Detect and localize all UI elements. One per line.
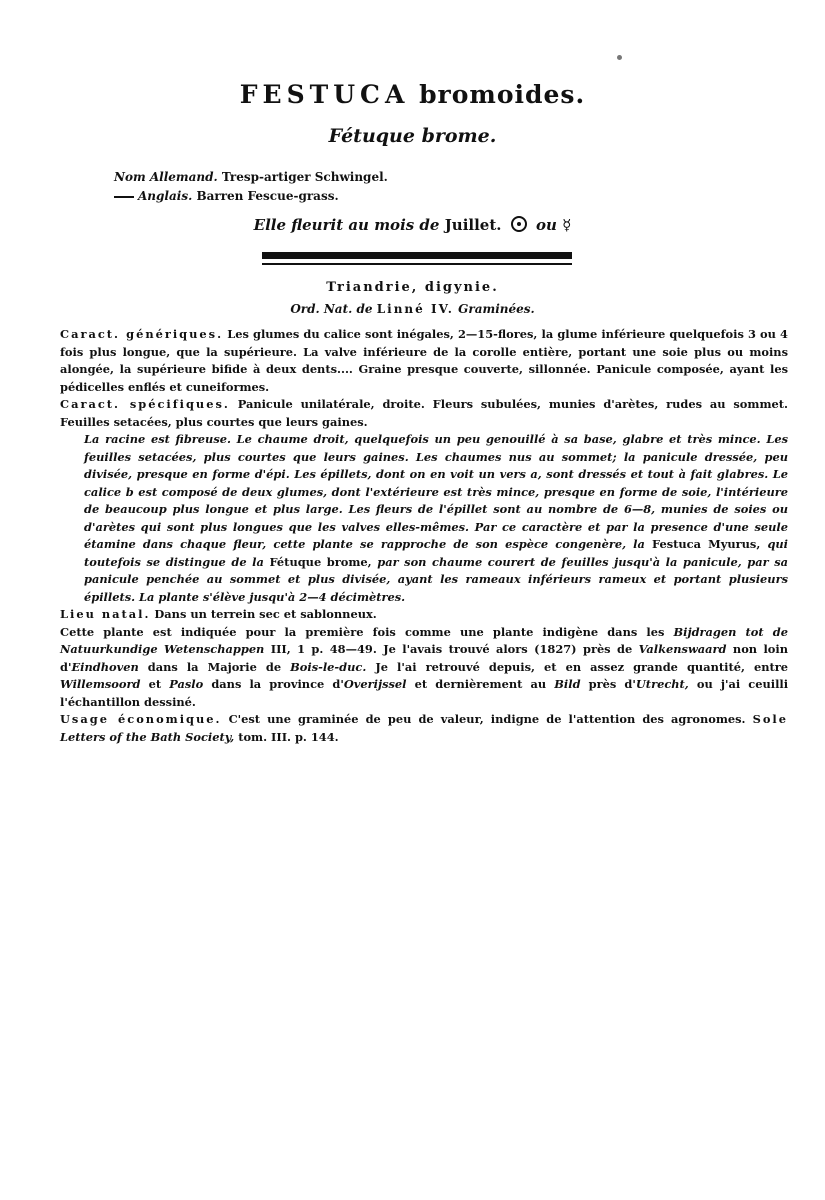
generic-characters <box>60 326 788 396</box>
flowering-text: Elle fleurit au mois de <box>253 216 440 234</box>
title-genus: FESTUCA <box>239 80 410 109</box>
page-subtitle: Fétuque brome. <box>328 125 497 147</box>
usage-text: C'est une graminée de peu de valeur, indigne de l'attention des agronomes. <box>228 712 746 726</box>
note-text: Je l'ai retrouvé depuis, et en assez grande quantité, entre <box>375 659 789 674</box>
description-part-3: par son chaume courert de feuilles jusqu'à la panicule, par sa panicule penchée au sommet et plus divisée, ayant les rameaux inférieurs rameux et portant plusieurs épillets. La plante s'élève jusqu'à 2—4 décimètres. <box>84 554 788 604</box>
generic-text: Les glumes du calice sont inégales, 2—15-flores, la glume inférieure quelquefois 3 ou 4 fois plus longue, que la supérieure. La valve inférieure de la corolle entière, portant une soie plus ou moins alongée, la supérieure bifide à deux dents.... Graine presque couverte, sillonnée. Panicule composée, ayant les pédicelles enflés et cuneiformes. <box>60 327 788 394</box>
generic-heading: Caract. génériques. <box>60 327 224 341</box>
page-title <box>0 80 825 109</box>
note-text: non loin d' <box>60 642 788 674</box>
usage-reference-tail: tom. III. p. 144. <box>238 729 339 744</box>
specific-heading: Caract. spécifiques. <box>60 397 230 411</box>
note-reference: Bijdragen tot de Natuurkundige Wetenschappen <box>60 624 788 656</box>
title-species: bromoides. <box>419 80 586 109</box>
description-festuca: Festuca Myurus, <box>652 537 761 551</box>
order-linne: Linné IV. <box>376 302 454 316</box>
habitat <box>60 606 788 624</box>
note-place: Paslo <box>169 677 204 691</box>
order-family: Graminées. <box>458 302 535 316</box>
german-name-line <box>114 168 388 187</box>
note-text: près d' <box>588 677 636 691</box>
usage-author: Sole <box>752 712 789 726</box>
note-text: et <box>148 677 162 691</box>
note-text: Cette plante est indiquée pour la première fois comme une plante indigène dans les <box>60 624 665 639</box>
note-place: Bild <box>554 677 581 691</box>
german-label: Nom Allemand. <box>114 170 218 184</box>
note-place: Willemsoord <box>60 677 141 691</box>
description-part-1: La racine est fibreuse. Le chaume droit, quelquefois un peu genouillé à sa base, glabre et très mince. Les feuilles setacées, plus courtes que leurs gaines. Les chaumes nus au sommet; la panicule dressée, peu divisée, presque en forme d'épi. Les épillets, dont on en voit un vers a, sont dressés et tout à fait glabres. Le calice b est composé de deux glumes, dont l'extérieure est très mince, presque en forme de soie, l'intérieure de beaucoup plus longue et plus large. Les fleurs de l'épillet sont au nombre de 6—8, munies de soies ou d'arètes qui sont plus longues que les valves elles-mêmes. Par ce caractère et par la presence d'une seule étamine dans chaque fleur, cette plante se rapproche de son espèce congenère, la <box>84 432 788 551</box>
description-part-2: qui toutefois se distingue de la <box>84 537 789 569</box>
annual-symbol-icon <box>511 216 527 232</box>
flowering-or: ou <box>535 216 557 234</box>
plant-description <box>84 431 788 606</box>
common-names <box>114 168 388 206</box>
note-text: III, 1 p. 48—49. Je l'avais trouvé alors (1827) près de <box>270 642 633 656</box>
specific-characters <box>60 396 788 431</box>
note-text: dans la Majorie de <box>147 659 282 674</box>
note-text: dans la province d' <box>211 677 344 691</box>
specific-text: Panicule unilatérale, droite. Fleurs subulées, munies d'arètes, rudes au sommet. Feuilles setacées, plus courtes que leurs gaines. <box>60 397 788 429</box>
ditto-dash <box>114 196 134 198</box>
ink-speck <box>617 55 622 60</box>
divider-thin <box>262 263 572 265</box>
description-fetuque: Fétuque brome, <box>269 554 372 569</box>
economic-use <box>60 711 788 746</box>
locality-note <box>60 624 788 712</box>
note-text: ou j'ai ceuilli l'échantillon dessiné. <box>60 677 789 709</box>
usage-heading: Usage économique. <box>60 712 222 726</box>
main-text <box>60 326 788 746</box>
note-place: Valkenswaard <box>638 642 727 656</box>
note-place: Overijssel <box>343 677 407 691</box>
note-text: et dernièrement au <box>414 677 547 691</box>
note-place: Bois-le-duc. <box>290 659 367 674</box>
divider-thick <box>262 252 572 259</box>
linnaean-class: Triandrie, digynie. <box>326 280 499 295</box>
habitat-text: Dans un terrein sec et sablonneux. <box>154 607 377 621</box>
flowering-line <box>0 216 825 234</box>
english-label: Anglais. <box>138 189 193 203</box>
english-name: Barren Fescue-grass. <box>196 189 339 203</box>
natural-order <box>0 302 825 316</box>
order-label: Ord. Nat. de <box>290 302 373 316</box>
english-name-line <box>114 187 388 206</box>
usage-reference: Letters of the Bath Society, <box>60 729 235 744</box>
flowering-month: Juillet. <box>444 216 502 234</box>
german-name: Tresp-artiger Schwingel. <box>221 170 388 184</box>
habitat-heading: Lieu natal. <box>60 607 151 621</box>
note-place: Eindhoven <box>71 659 139 674</box>
note-place: Utrecht, <box>635 677 689 691</box>
biennial-symbol-icon: ☿ <box>562 216 572 234</box>
